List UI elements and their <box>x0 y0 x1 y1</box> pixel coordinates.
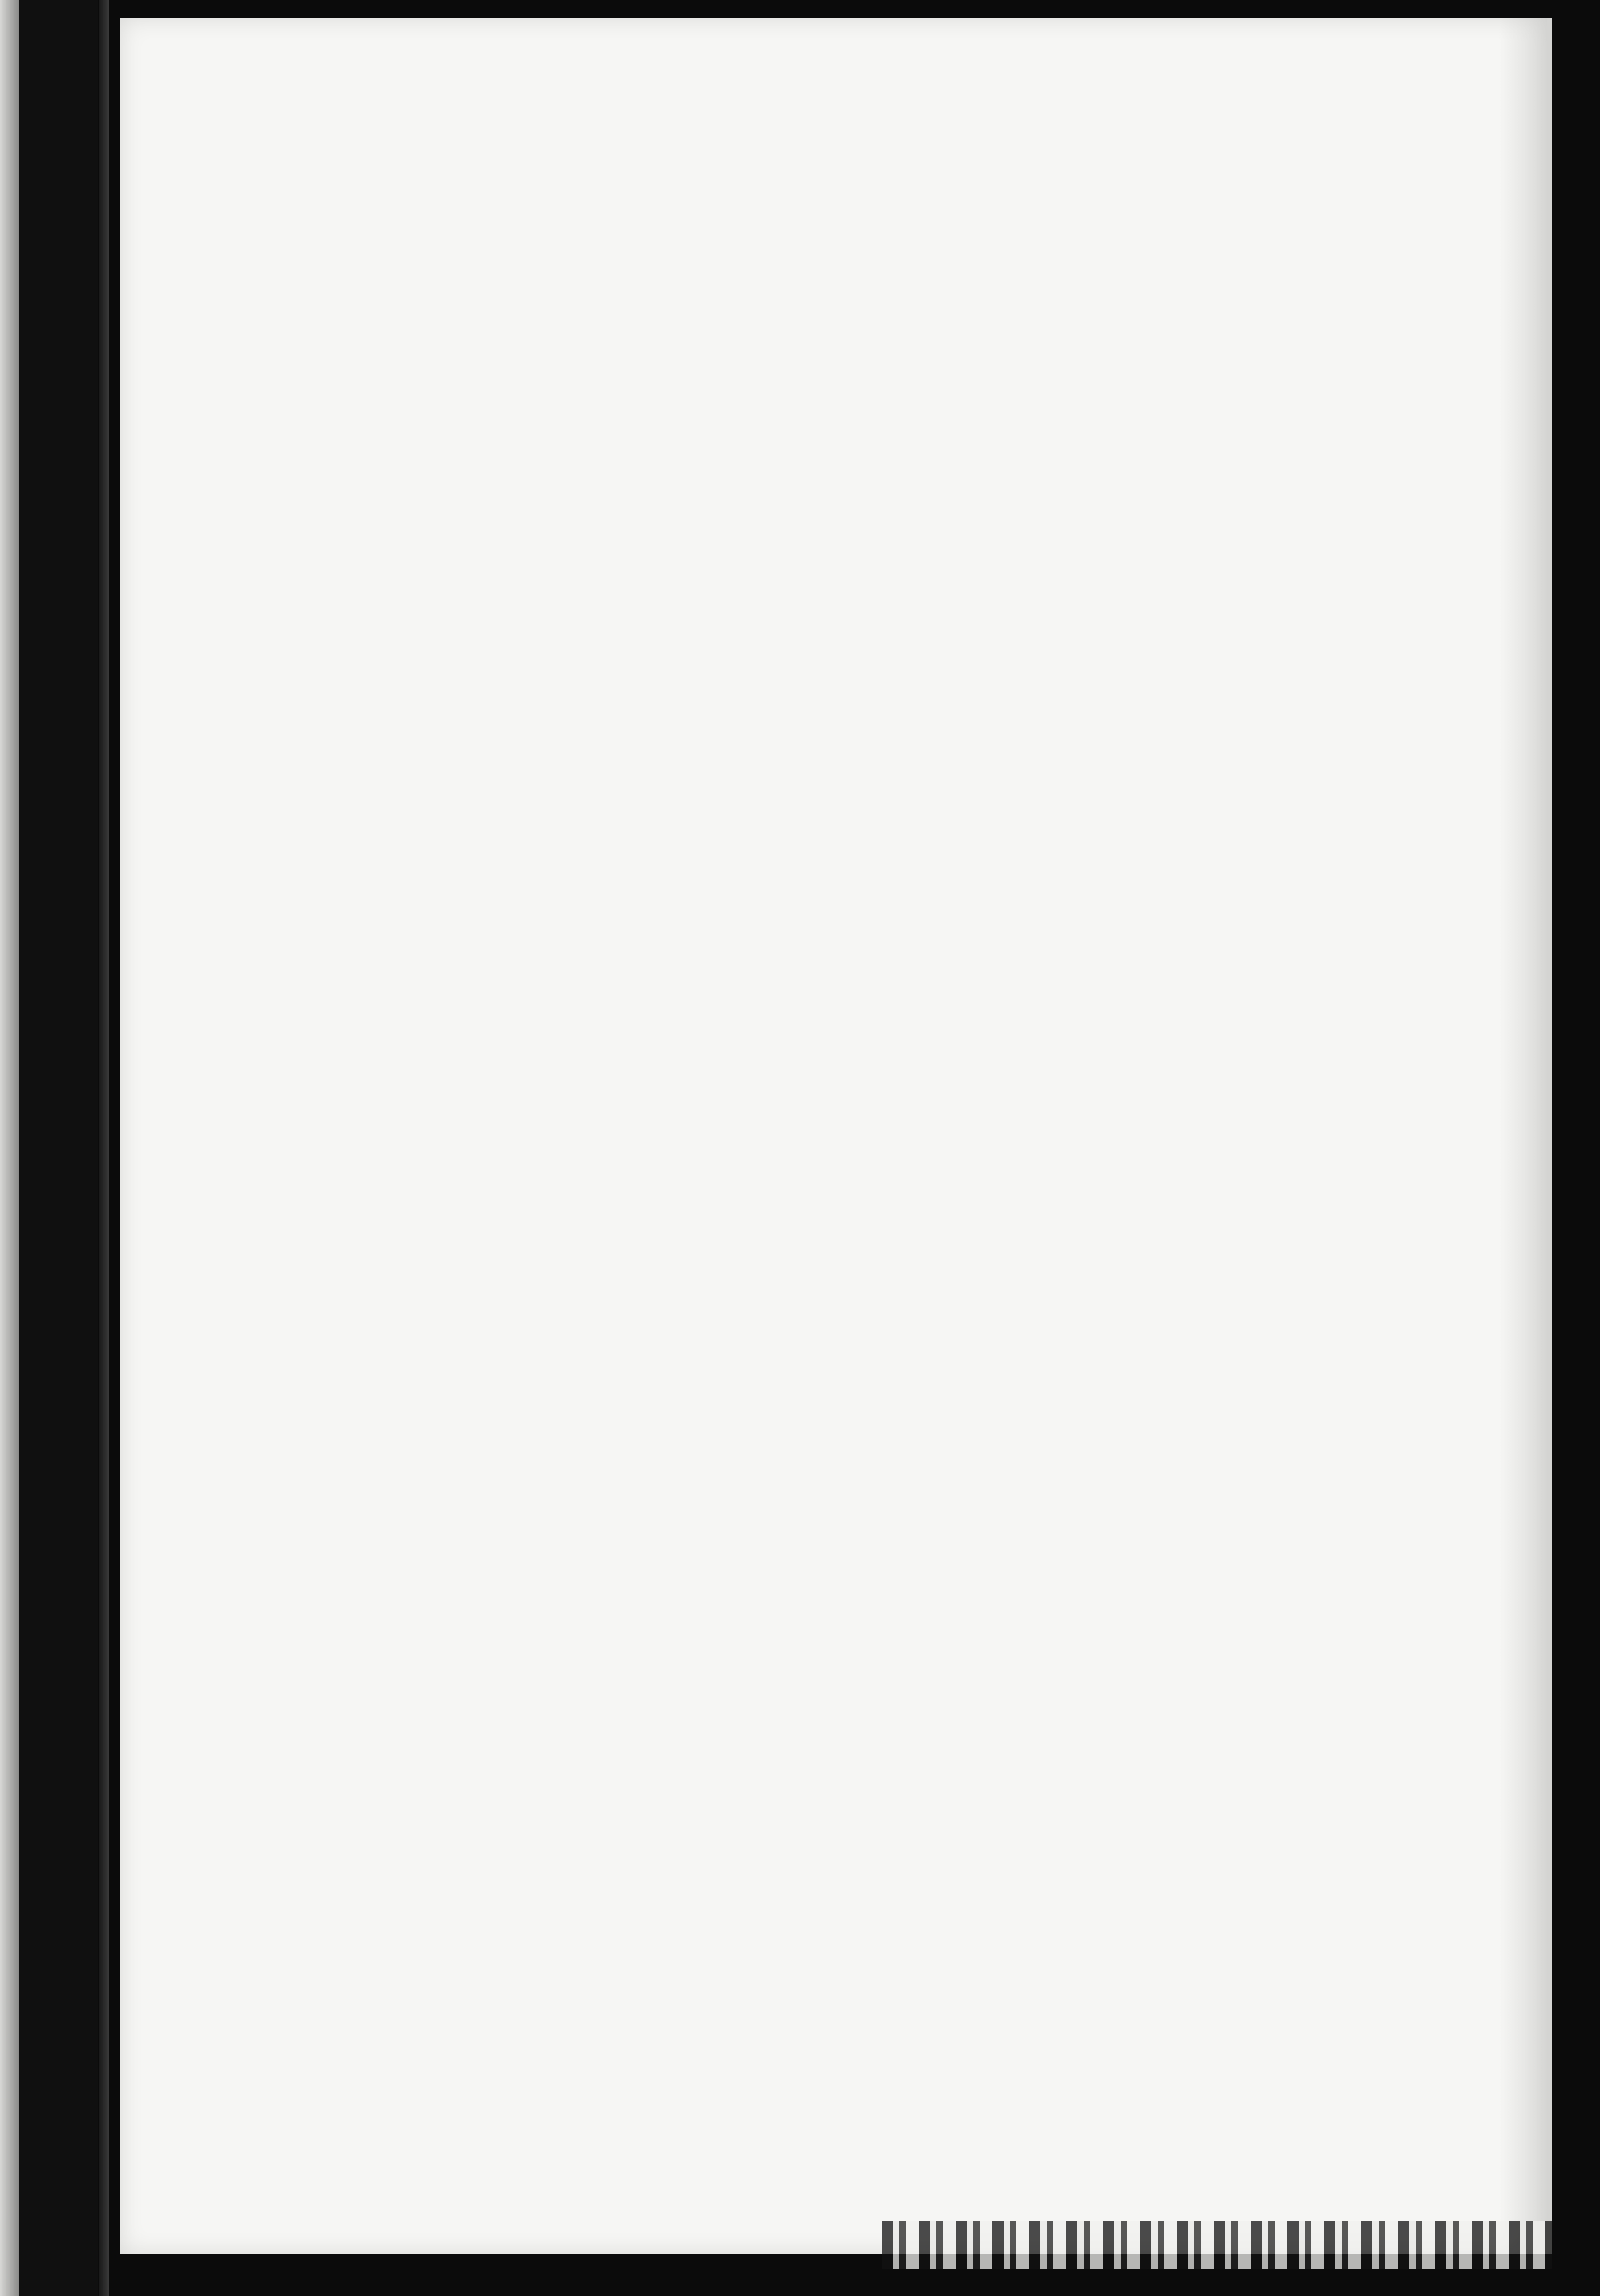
scan-artifact <box>882 2221 1552 2269</box>
previous-page-edge <box>0 0 19 2296</box>
book-page <box>120 18 1552 2254</box>
page-body <box>273 362 1350 412</box>
binding-gutter <box>99 0 109 2296</box>
page-edge-shadow <box>1499 18 1547 2254</box>
